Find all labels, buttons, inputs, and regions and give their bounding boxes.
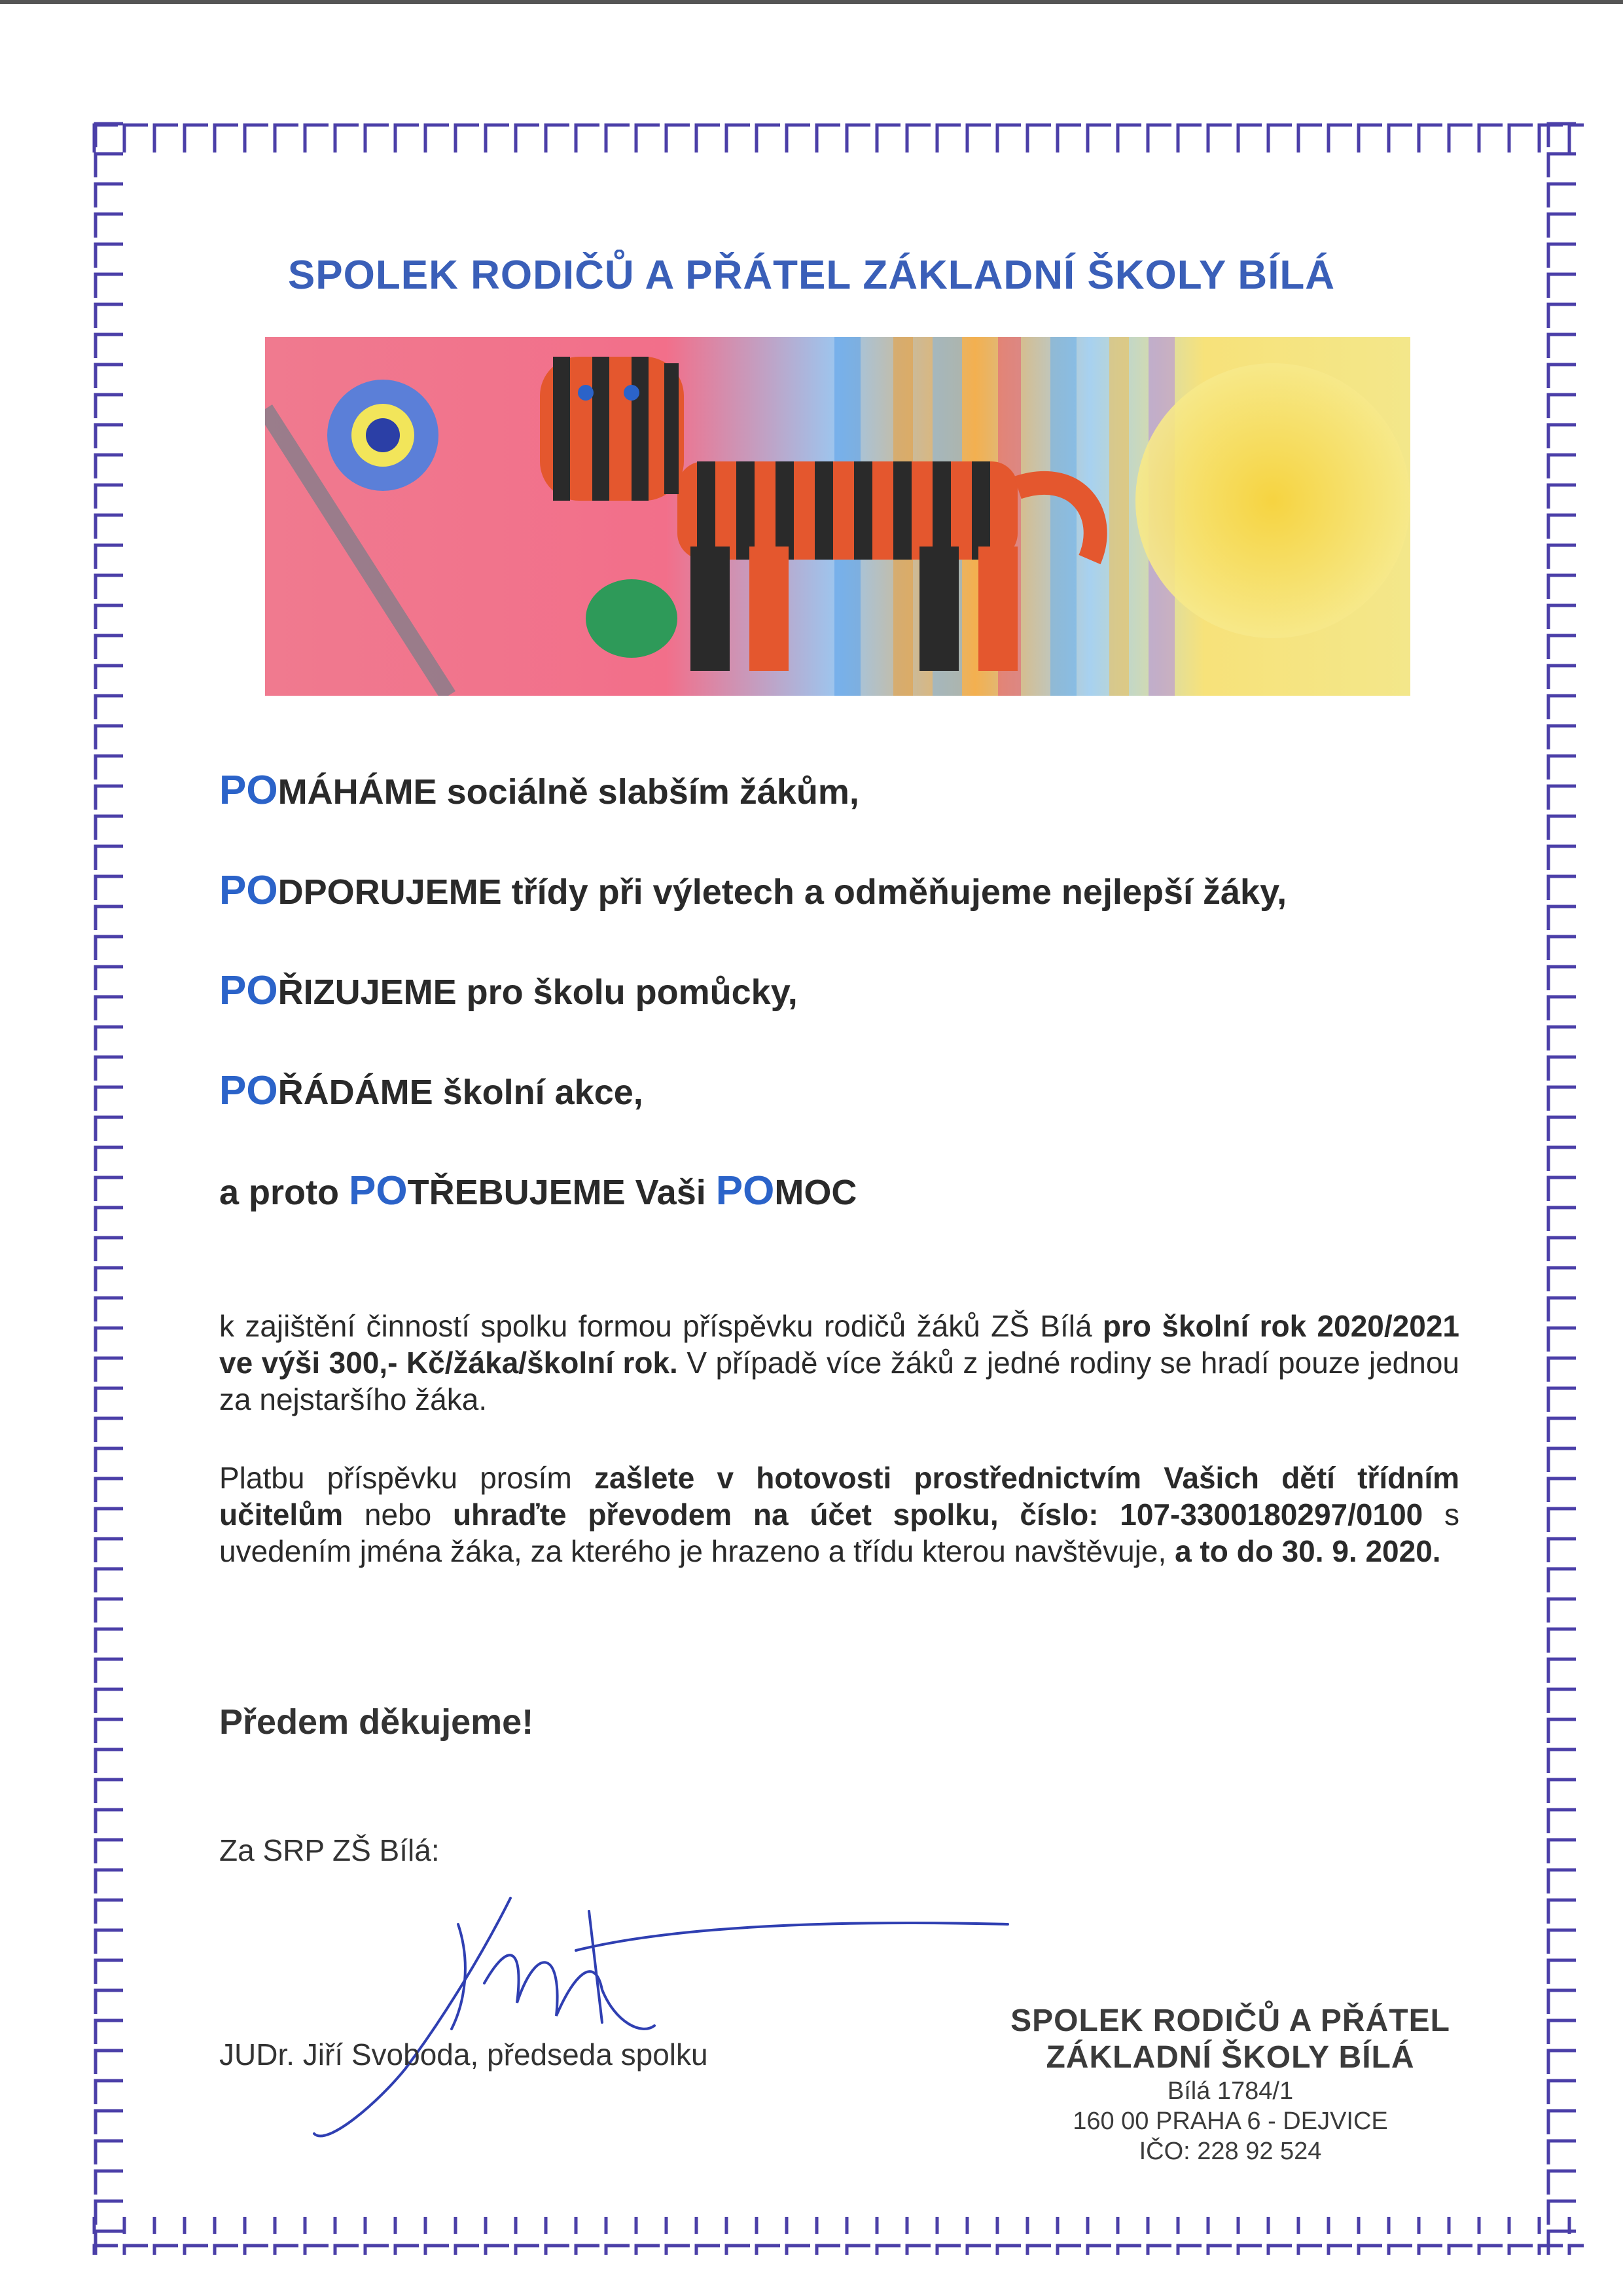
po-prefix: PO (349, 1168, 408, 1213)
para-text: Platbu příspěvku prosím (219, 1461, 594, 1495)
appeal-text: MOC (774, 1173, 857, 1212)
stamp-line: IČO: 228 92 524 (1139, 2138, 1322, 2165)
lead-line-4 (219, 1067, 643, 1114)
po-prefix: PO (219, 768, 278, 813)
lead-line-text: ŘÁDÁME školní akce, (277, 1073, 643, 1112)
para-bold-text: pro školní rok 2020/2021 ve výši 300,- Kč/žáka/školní rok. (219, 1309, 1460, 1380)
po-prefix: PO (219, 868, 278, 913)
para-bold-text: zašlete v hotovosti prostřednictvím Vašich dětí třídním učitelům (219, 1461, 1459, 1532)
po-prefix: PO (219, 968, 278, 1013)
appeal-text: TŘEBUJEME Vaši (407, 1173, 716, 1212)
stamp-line: SPOLEK RODIČŮ A PŘÁTEL (1010, 2003, 1450, 2038)
para-text: k zajištění činností spolku formou příspěvku rodičů žáků ZŠ Bílá (219, 1309, 1103, 1343)
para-text: s uvedením jména žáka, za kterého je hrazeno a třídu kterou navštěvuje, (219, 1498, 1459, 1568)
para-bold-text: uhraďte převodem na účet spolku, číslo: 107-3300180297/0100 (452, 1498, 1423, 1532)
stamp-line: 160 00 PRAHA 6 - DEJVICE (1073, 2108, 1388, 2135)
association-stamp (982, 2003, 1479, 2166)
appeal-line (219, 1168, 857, 1214)
para-bold-text: a to do 30. 9. 2020. (1175, 1534, 1441, 1568)
signature-intro: Za SRP ZŠ Bílá: (219, 1833, 440, 1867)
page-title: SPOLEK RODIČŮ A PŘÁTEL ZÁKLADNÍ ŠKOLY BÍLÁ (287, 253, 1336, 298)
lead-line-text: ŘIZUJEME pro školu pomůcky, (277, 973, 798, 1012)
handwritten-signature (288, 1872, 1034, 2147)
lead-line-1 (219, 767, 859, 814)
para-text: nebo (343, 1498, 453, 1532)
payment-paragraph (219, 1460, 1459, 1570)
po-prefix: PO (219, 1068, 278, 1113)
stamp-line: ZÁKLADNÍ ŠKOLY BÍLÁ (1046, 2040, 1415, 2075)
appeal-text: a proto (219, 1173, 349, 1212)
lead-line-text: MÁHÁME sociálně slabším žákům, (277, 772, 859, 812)
top-rule (0, 0, 1623, 4)
contribution-paragraph (219, 1308, 1459, 1418)
thanks-text: Předem děkujeme! (219, 1702, 534, 1742)
lead-line-2 (219, 867, 1287, 914)
para-text: V případě více žáků z jedné rodiny se hradí pouze jednou za nejstaršího žáka. (219, 1346, 1459, 1416)
signatory-name: JUDr. Jiří Svoboda, předseda spolku (219, 2037, 708, 2072)
lead-line-3 (219, 967, 798, 1014)
lead-line-text: DPORUJEME třídy při výletech a odměňujeme nejlepší žáky, (277, 872, 1287, 912)
tiger-drawing-image (265, 337, 1410, 696)
po-prefix: PO (715, 1168, 775, 1213)
stamp-line: Bílá 1784/1 (1167, 2077, 1294, 2105)
